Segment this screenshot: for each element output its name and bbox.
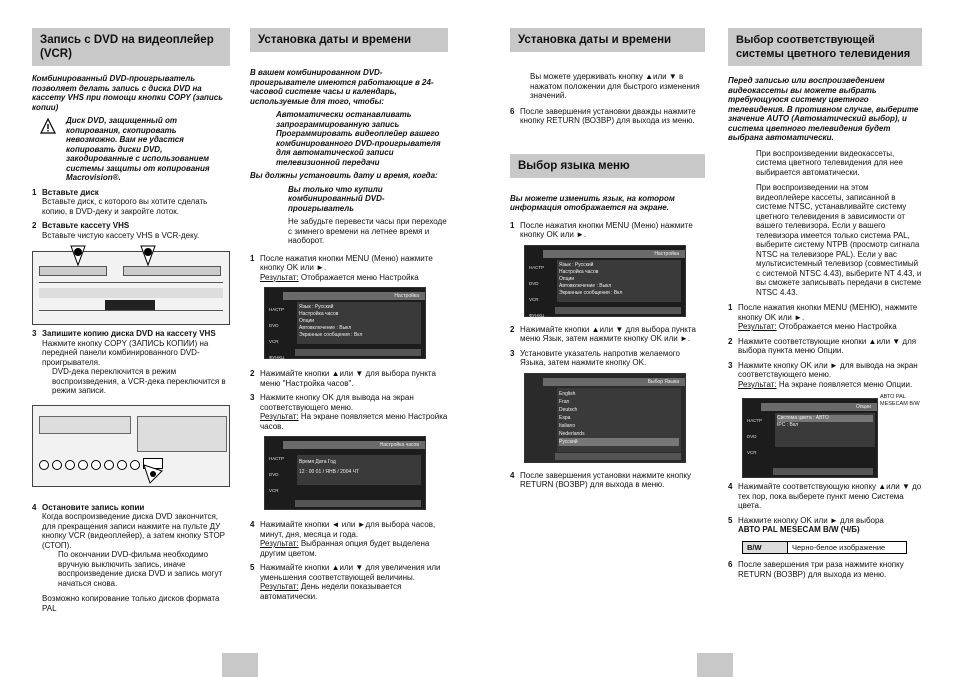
- warning-block: [32, 116, 230, 183]
- section-title: Запись с DVD на видеоплейер (VCR): [32, 28, 230, 66]
- intro-text: В вашем комбинированном DVD-проигрывателе имеются работающие в 24-часовой системе часы и календарь, используемые для того, чтобы:: [250, 68, 434, 106]
- page-number-left: [222, 653, 258, 677]
- language-menu-screenshot: Выбор Языка English Fran Deutsch Espa Italiano Nederlands Русский: [524, 373, 686, 463]
- options-screenshot-wrap: [728, 394, 922, 482]
- para-1: При воспроизведении видеокассеты, система цветного телевидения для нее выбирается автоматически.: [756, 148, 903, 177]
- setup-menu-screenshot: Настройка НАСТР DVD VCR ФУНКЦ Язык : Русский Настройка часов Опции Автовключение : Выкл Экранные сообщения : Вкл: [524, 245, 686, 317]
- step-6: 6 После завершения три раза нажмите кнопку RETURN (ВОЗВР) для выхода из меню.: [728, 560, 904, 579]
- step-4: 4 Остановите запись копии Когда воспроизведение диска DVD закончится, для прекращения записи нажмите на пульте ДУ кнопку VCR (видеоплейер), а затем кнопку STOP (СТОП). По окончании DVD-фильма необходимо вручную выключить запись, иначе воспроизведение диска DVD и запись могут начаться снова. Возможно копирование только дисков формата PAL: [32, 502, 225, 613]
- column-date-time: [250, 28, 448, 606]
- step-5: 5 Нажмите кнопку OK или ► для выбора АВТО PAL MESECAM B/W (Ч/Б): [728, 515, 884, 534]
- hold-note: Вы можете удерживать кнопку ▲или ▼ в нажатом положении для быстрого изменения значений.: [530, 72, 700, 100]
- bw-table: B/W Черно-белое изображение: [742, 541, 907, 555]
- step-4: 4 Нажимайте соответствующую кнопку ▲или ▼ до тех пор, пока выберете пункт меню Система цвета.: [728, 482, 922, 510]
- must-note: Не забудьте перевести часы при переходе с зимнего времени на летнее время и наоборот.: [288, 217, 447, 245]
- step-1: 1 После нажатия кнопки MENU (МЕНЮ), нажмите кнопку OK или ►. Результат: Отображается меню Настройка: [728, 303, 918, 331]
- step-3: 3 Нажмите кнопку OK для вывода на экран соответствующего меню. Результат: На экране появляется меню Настройка часов.: [250, 393, 448, 431]
- warning-icon: [40, 118, 56, 134]
- section-title: Установка даты и времени: [250, 28, 448, 52]
- page-number-right: [697, 653, 733, 677]
- must-item: Вы только что купили комбинированный DVD-проигрыватель: [288, 184, 385, 213]
- step-1: 1 После нажатия кнопки MENU (Меню) нажмите кнопку OK или ►.: [510, 220, 693, 239]
- step-3: 3 Запишите копию диска DVD на кассету VHS Нажмите кнопку COPY (ЗАПИСЬ КОПИИ) на передней панели комбинированного DVD-проигрывателя. DVD-дека переключится в режим воспроизведения, а VCR-дека переключится в режим записи.: [32, 329, 226, 395]
- column-color-system: [728, 28, 922, 584]
- section-title: Выбор соответствующей системы цветного телевидения: [728, 28, 922, 66]
- step-2: 2 Вставьте кассету VHS Вставьте чистую кассету VHS в VCR-деку.: [32, 221, 200, 240]
- intro-list: Автоматически останавливать запрограммированную запись Программировать видеоплейер вашего комбинированного DVD-проигрывателя для автоматической записи телевизионной передачи: [276, 110, 441, 167]
- label-b-marker: [140, 245, 156, 267]
- para-2: При воспроизведении на этом видеоплейере кассеты, записанной в системе NTSC, устанавливайте систему цветного телевидения в зависимости от вашего телевизора. Если у вашего телевизора имеется только система PAL, выберите систему NTPB (просмотр сигнала NTSC на телевизоре PAL). Если у вас мультисистемный телевизор (совместимый с системой NTSC 4.43), выберите NT 4.43, и вы сможете записывать передачи в системе NTSC 4.43.: [756, 183, 922, 297]
- device-illustration-front: [32, 245, 230, 329]
- step-2: 2 Нажимайте кнопки ▲или ▼ для выбора пункта меню "Настройка часов".: [250, 369, 436, 388]
- section-title-continued: Установка даты и времени: [510, 28, 705, 52]
- step-1: 1 Вставьте диск Вставьте диск, с которого вы хотите сделать копию, в DVD-деку и закройте лоток.: [32, 187, 208, 216]
- column-menu-language: [510, 28, 705, 495]
- setup-menu-screenshot: Настройка НАСТР DVD VCR ФУНКЦ Язык : Русский Настройка часов Опции Автовключение : Выкл Экранные сообщения : Вкл: [264, 287, 426, 359]
- must-text: Вы должны установить дату и время, когда:: [250, 171, 438, 180]
- step-3: 3 Нажмите кнопку OK или ► для вывода на экран соответствующего меню. Результат: На экране появляется меню Опции.: [728, 360, 918, 389]
- step-3: 3 Установите указатель напротив желаемого Языка, затем нажмите кнопку OK.: [510, 348, 680, 367]
- section-title-language: Выбор языка меню: [510, 154, 705, 178]
- step-1: 1 После нажатия кнопки MENU (Меню) нажмите кнопку OK или ►. Результат: Отображается меню Настройка: [250, 253, 433, 282]
- step-6: 6 После завершения установки дважды нажмите кнопку RETURN (ВОЗВР) для выхода из меню.: [510, 106, 696, 125]
- label-a-marker: [70, 245, 86, 267]
- options-menu-screenshot: Опции НАСТР DVD VCR Система цвета : АВТО IPC : Вкл: [742, 398, 878, 478]
- step-5: 5 Нажимайте кнопки ▲или ▼ для увеличения или уменьшения соответствующей величины. Результат: День недели показывается автоматически.: [250, 563, 441, 601]
- step-4: 4 Нажимайте кнопки ◄ или ►для выбора часов, минут, дня, месяца и года. Результат: Выбранная опция будет выделена другим цветом.: [250, 520, 436, 558]
- device-illustration-copy: [32, 401, 230, 503]
- step-2: 2 Нажимайте кнопки ▲или ▼ для выбора пункта меню Язык, затем нажмите кнопку OK или ►.: [510, 324, 696, 343]
- step-2: 2 Нажмите соответствующие кнопки ▲или ▼ для выбора пункта меню Опции.: [728, 336, 917, 355]
- column-dvd-to-vcr: [32, 28, 230, 618]
- press-copy-marker: [142, 463, 164, 485]
- color-system-options: АВТО PAL MESECAM B/W: [880, 394, 920, 407]
- intro-text: Комбинированный DVD-проигрыватель позволяет делать запись с диска DVD на кассету VHS при помощи кнопки COPY (запись копии): [32, 74, 223, 112]
- step-4: 4 После завершения установки нажмите кнопку RETURN (ВОЗВР) для выхода в меню.: [510, 470, 691, 489]
- clock-menu-screenshot: Настройка часов НАСТР DVD VCR Время Дата Год 12 : 00 01 / ЯНВ / 2004 ЧТ: [264, 436, 426, 510]
- intro-text: Перед записью или воспроизведением видеокассеты вы можете выбрать требующуюся систему цветного телевидения. В противном случае, выберите значение AUTO (Автоматический выбор), и система цветного телевидения будет выбрана автоматически.: [728, 76, 919, 142]
- warning-text: Диск DVD, защищенный от копирования, скопировать невозможно. Вам не удастся копировать диски DVD, закодированные с использованием системы защиты от копирования Macrovision®.: [66, 116, 210, 182]
- intro-text: Вы можете изменить язык, на котором информация отображается на экране.: [510, 193, 675, 212]
